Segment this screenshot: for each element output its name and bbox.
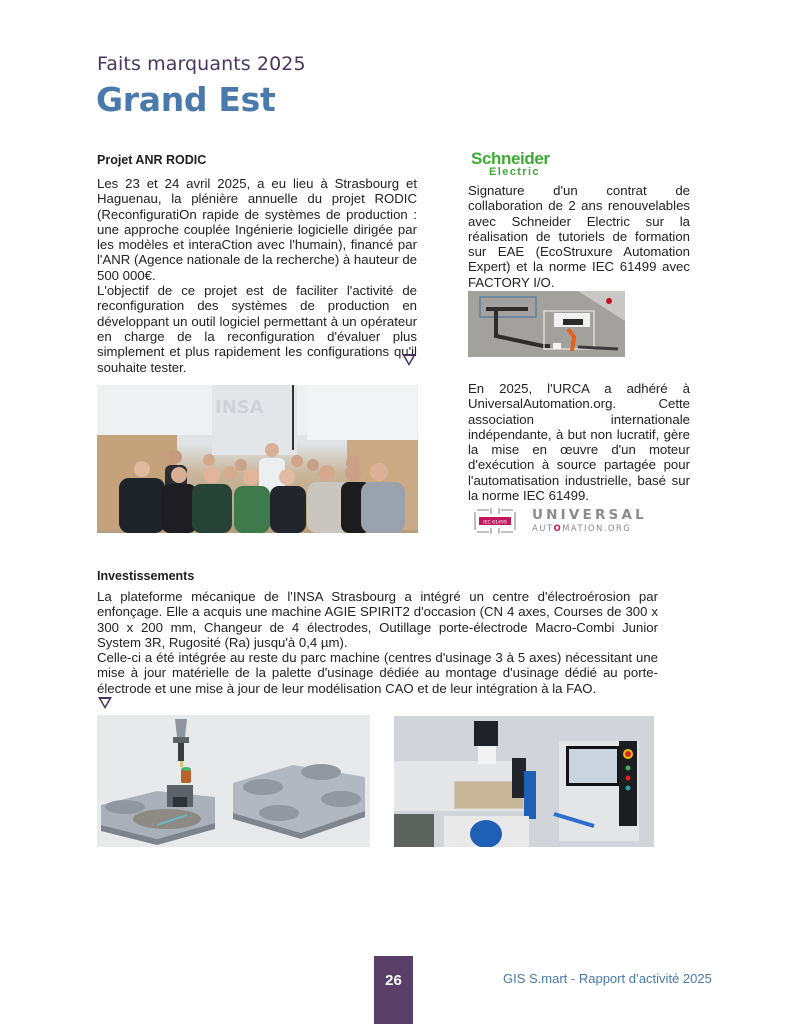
investissements-heading: Investissements (97, 569, 195, 583)
investissements-paragraph-1: La plateforme mécanique de l'INSA Strasbourg a intégré un centre d'électroérosion par enfonçage. Elle a acquis une machine AGIE SPIRIT2 d'occasion (CN 4 axes, Courses de 300 x 300 x 200 mm, Changeur de 4 électrodes, Outillage porte-électrode Macro-Combi Junior System 3R, Rugosité (Ra) jusqu'à 0,4 µm). (97, 589, 658, 650)
section-kicker: Faits marquants 2025 (97, 53, 306, 75)
investissements-text (97, 589, 658, 696)
factory-io-illustration (468, 291, 625, 357)
continue-triangle-icon (402, 354, 416, 366)
edm-machine-photo (394, 716, 654, 847)
ua-badge-text: IEC 61499 (483, 520, 507, 526)
rodic-paragraph-2: L'objectif de ce projet est de faciliter l'activité de reconfiguration des systèmes de production en développant un outil logiciel permettant à un opérateur en charge de la reconfiguration d'évaluer plus simplement et plus rapidement les configurations qu'il souhaite tester. (97, 283, 417, 375)
cad-pallet-illustration (97, 715, 370, 847)
factory-io-image (468, 291, 625, 357)
universal-automation-paragraph: En 2025, l'URCA a adhéré à UniversalAutomation.org. Cette association internationale indépendante, à but non lucratif, gère la mise en œuvre d'un moteur d'exécution à source partagée pour l'automatisation industrielle, basé sur la norme IEC 61499. (468, 381, 690, 504)
footer-report-title: GIS S.mart - Rapport d’activité 2025 (503, 971, 712, 986)
edm-machine-illustration (394, 716, 654, 847)
rodic-heading: Projet ANR RODIC (97, 153, 207, 167)
universal-automation-logo (471, 506, 647, 536)
universal-automation-emblem-icon (471, 506, 519, 536)
ua-logo-line2-o: O (553, 524, 563, 534)
schneider-text (468, 183, 690, 290)
ua-logo-line1: UNIVERSAL (532, 507, 647, 523)
cad-pallet-image (97, 715, 370, 847)
investissements-paragraph-2: Celle-ci a été intégrée au reste du parc machine (centres d'usinage 3 à 5 axes) nécessitant une mise à jour matérielle de la palette d'usinage dédiée au montage d'usinage dédié au porte-électrode et une mise à jour de leur modélisation CAO et de leur intégration à la FAO. (97, 650, 658, 696)
schneider-logo-main: Schneider (471, 149, 550, 168)
schneider-paragraph: Signature d'un contrat de collaboration de 2 ans renouvelables avec Schneider Electric sur la réalisation de tutoriels de formation sur EAE (EcoStruxure Automation Expert) et la norme IEC 61499 avec FACTORY I/O. (468, 183, 690, 290)
page-title: Grand Est (96, 80, 276, 119)
schneider-logo-sub: Electric (489, 166, 540, 178)
schneider-electric-logo (471, 151, 550, 178)
group-photo (97, 385, 418, 533)
page-number: 26 (374, 956, 413, 1024)
ua-logo-line2-a: AUT (532, 524, 554, 534)
group-photo-illustration (97, 385, 418, 533)
ua-logo-line2 (532, 524, 631, 534)
rodic-paragraph-1: Les 23 et 24 avril 2025, a eu lieu à Strasbourg et Haguenau, la plénière annuelle du projet RODIC (ReconfiguratiOn rapide de systèmes de production : une approche couplée Ingénierie logicielle dirigée par les modèles et interaCtion avec l'humain), financé par l'ANR (Agence nationale de la recherche) à hauteur de 500 000€. (97, 176, 417, 283)
rodic-text (97, 176, 417, 375)
universal-automation-text (468, 381, 690, 503)
ua-logo-line2-c: MATION.ORG (562, 524, 632, 534)
continue-triangle-icon (98, 697, 112, 709)
insa-wall-text: INSA (215, 397, 264, 418)
